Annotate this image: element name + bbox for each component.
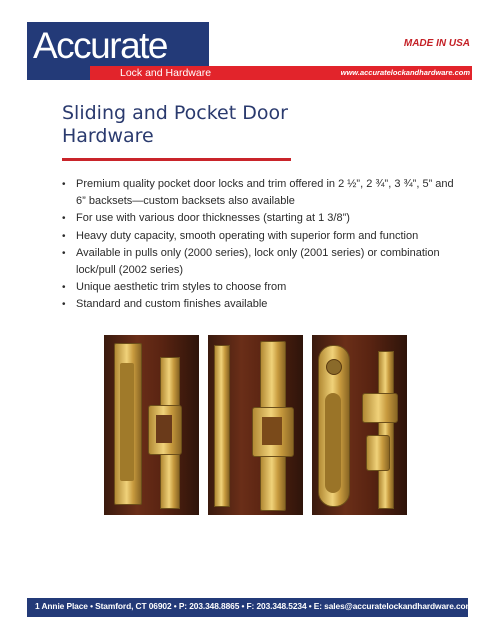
bullet-icon: • [62, 230, 66, 242]
title-underline [62, 158, 291, 161]
list-item: • For use with various door thicknesses (starting at 1 3/8”) [62, 210, 457, 227]
footer-bar [27, 598, 473, 617]
bullet-icon: • [62, 282, 66, 294]
pull-ring [366, 435, 390, 471]
made-in-usa-label: MADE IN USA [403, 38, 470, 49]
edge-plate [378, 351, 394, 509]
pocket-door-lock-photo [208, 335, 303, 515]
bullet-icon: • [62, 213, 66, 225]
page-title: Sliding and Pocket Door Hardware [62, 102, 288, 147]
bullet-icon: • [62, 179, 66, 190]
pocket-door-keyed-lock-photo [312, 335, 407, 515]
latch-handle [362, 393, 398, 423]
bullet-icon: • [62, 247, 66, 259]
keyhole-icon [326, 359, 342, 375]
logo-subtitle: Lock and Hardware [120, 67, 212, 79]
logo-wordmark: Accurate [33, 25, 168, 66]
flush-pull-plate [214, 345, 230, 507]
feature-list [62, 176, 457, 314]
list-item: • Premium quality pocket door locks and trim offered in 2 ½”, 2 ¾”, 3 ¾”, 5” and 6” backsets—custom backsets also available [62, 178, 454, 208]
footer-contact: 1 Annie Place • Stamford, CT 06902 • P: 203.348.8865 • F: 203.348.5234 • E: sales@accuratelockandhardware.com [35, 601, 473, 611]
pocket-door-pull-photo [104, 335, 199, 515]
list-item: • Heavy duty capacity, smooth operating with superior form and function [62, 228, 457, 245]
bullet-icon: • [62, 299, 66, 311]
list-item: • Standard and custom finishes available [62, 296, 457, 313]
website-link[interactable]: www.accuratelockandhardware.com [340, 68, 470, 77]
list-item: • Available in pulls only (2000 series), lock only (2001 series) or combination lock/pull (2002 series) [62, 246, 440, 277]
list-item: • Unique aesthetic trim styles to choose from [62, 279, 457, 296]
